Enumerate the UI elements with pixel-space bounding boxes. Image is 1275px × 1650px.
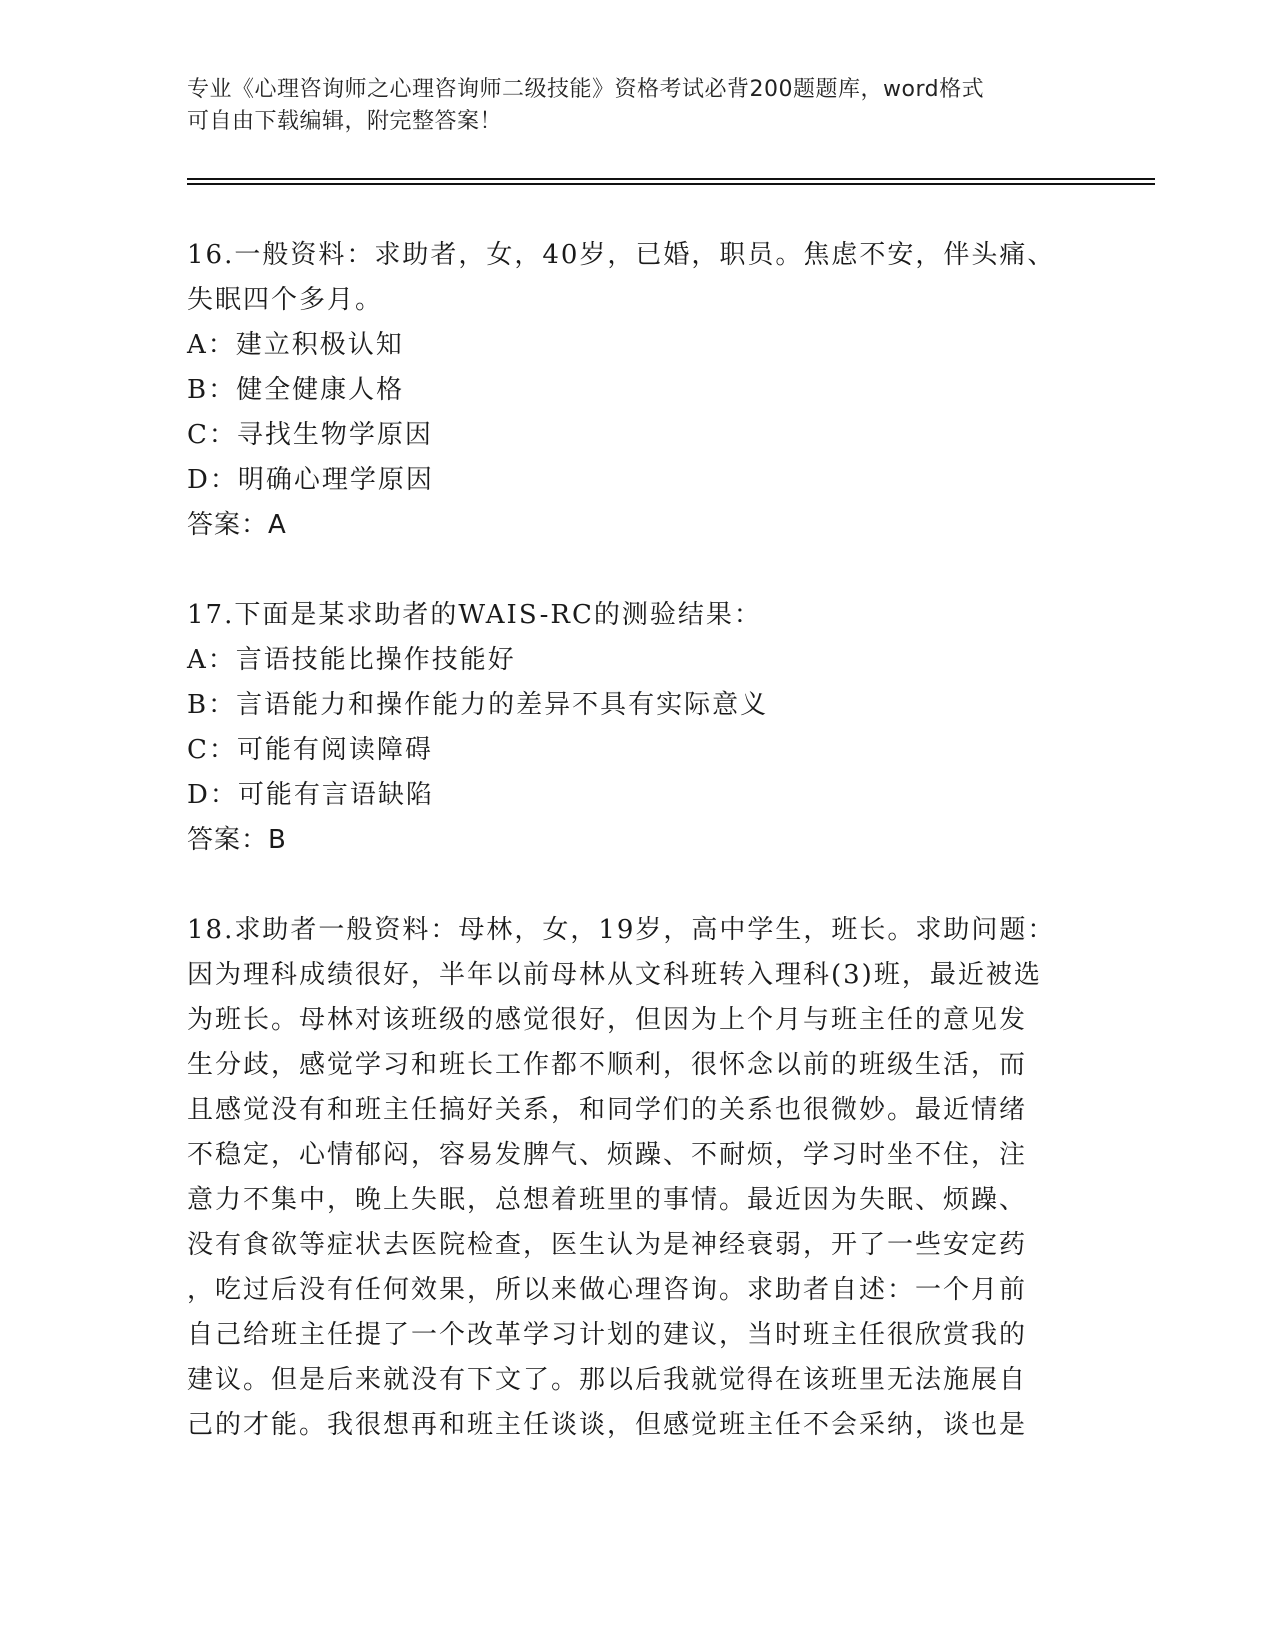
question-stem-line: 不稳定，心情郁闷，容易发脾气、烦躁、不耐烦，学习时坐不住，注 [187,1140,1028,1170]
header-divider-bottom [187,183,1155,185]
question-stem-line: 因为理科成绩很好，半年以前母林从文科班转入理科(3)班，最近被选 [187,960,1042,990]
question-spacer [187,863,1087,908]
option-b: B：健全健康人格 [187,375,405,405]
question-17 [187,593,1087,863]
answer-line: 答案：A [187,510,287,540]
option-a: A：言语技能比操作技能好 [187,645,516,675]
header-line-2: 可自由下载编辑，附完整答案！ [187,109,503,134]
question-stem-line: 建议。但是后来就没有下文了。那以后我就觉得在该班里无法施展自 [187,1365,1028,1395]
answer-line: 答案：B [187,825,287,855]
question-stem-line: 17.下面是某求助者的WAIS-RC的测验结果： [187,600,762,630]
question-stem-line: 且感觉没有和班主任搞好关系，和同学们的关系也很微妙。最近情绪 [187,1095,1028,1125]
question-18 [187,908,1087,1448]
question-stem-line: 18.求助者一般资料：母林，女，19岁，高中学生，班长。求助问题： [187,915,1056,945]
question-16 [187,233,1087,548]
question-stem-line: 己的才能。我很想再和班主任谈谈，但感觉班主任不会采纳，谈也是 [187,1410,1028,1440]
question-spacer [187,548,1087,593]
question-stem-line: 16.一般资料：求助者，女，40岁，已婚，职员。焦虑不安，伴头痛、 [187,240,1056,270]
question-stem-line: 自己给班主任提了一个改革学习计划的建议，当时班主任很欣赏我的 [187,1320,1028,1350]
option-d: D：可能有言语缺陷 [187,780,434,810]
document-header [187,74,1067,138]
option-a: A：建立积极认知 [187,330,404,360]
question-stem-line: 失眠四个多月。 [187,285,384,315]
question-stem-line: ，吃过后没有任何效果，所以来做心理咨询。求助者自述：一个月前 [187,1275,1028,1305]
question-stem-line: 为班长。母林对该班级的感觉很好，但因为上个月与班主任的意见发 [187,1005,1028,1035]
question-stem-line: 生分歧，感觉学习和班长工作都不顺利，很怀念以前的班级生活，而 [187,1050,1028,1080]
question-list [187,233,1087,1448]
question-stem-line: 意力不集中，晚上失眠，总想着班里的事情。最近因为失眠、烦躁、 [187,1185,1028,1215]
option-b: B：言语能力和操作能力的差异不具有实际意义 [187,690,769,720]
option-c: C：可能有阅读障碍 [187,735,433,765]
option-d: D：明确心理学原因 [187,465,434,495]
question-stem-line: 没有食欲等症状去医院检查，医生认为是神经衰弱，开了一些安定药 [187,1230,1028,1260]
option-c: C：寻找生物学原因 [187,420,433,450]
header-divider-top [187,178,1155,180]
header-line-1: 专业《心理咨询师之心理咨询师二级技能》资格考试必背200题题库，word格式 [187,77,985,102]
